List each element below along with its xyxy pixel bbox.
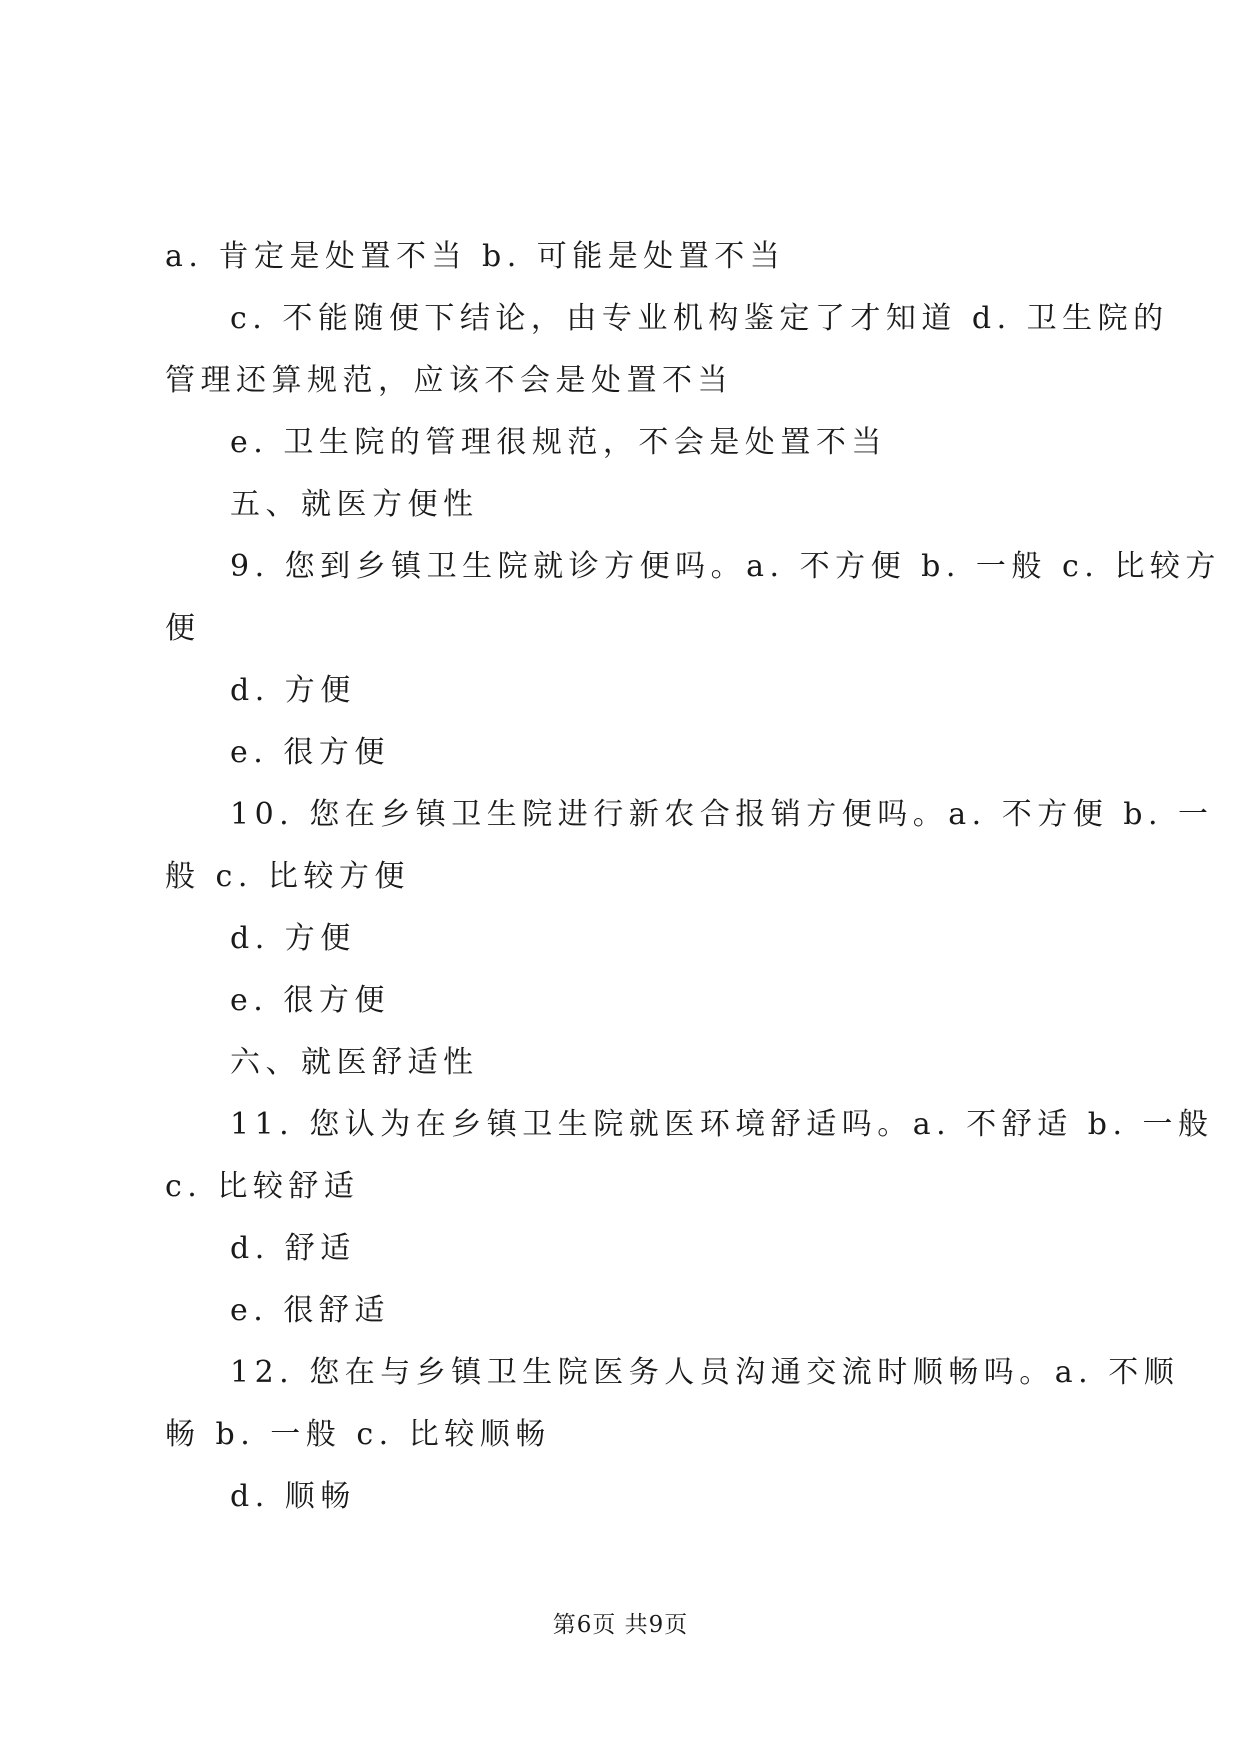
question-9-option-d: d. 方便 — [230, 673, 356, 708]
question-9-continued: 便 — [165, 611, 201, 646]
text-line-answer-options-c-d: c. 不能随便下结论，由专业机构鉴定了才知道 d. 卫生院的 — [230, 301, 1169, 336]
text-line-answer-d-continued: 管理还算规范，应该不会是处置不当 — [165, 363, 733, 398]
question-12-option-d: d. 顺畅 — [230, 1479, 356, 1514]
question-10: 10. 您在乡镇卫生院进行新农合报销方便吗。a. 不方便 b. 一 — [230, 797, 1214, 832]
text-line-answer-options-a-b: a. 肯定是处置不当 b. 可能是处置不当 — [165, 239, 786, 274]
question-11-option-d: d. 舒适 — [230, 1231, 356, 1266]
section-heading-comfort: 六、就医舒适性 — [230, 1045, 479, 1080]
question-11-continued: c. 比较舒适 — [165, 1169, 360, 1204]
section-heading-convenience: 五、就医方便性 — [230, 487, 479, 522]
question-11-option-e: e. 很舒适 — [230, 1293, 390, 1328]
question-10-option-d: d. 方便 — [230, 921, 356, 956]
question-10-option-e: e. 很方便 — [230, 983, 390, 1018]
question-11: 11. 您认为在乡镇卫生院就医环境舒适吗。a. 不舒适 b. 一般 — [230, 1107, 1214, 1142]
question-9: 9. 您到乡镇卫生院就诊方便吗。a. 不方便 b. 一般 c. 比较方 — [230, 549, 1221, 584]
page-number-footer: 第6页 共9页 — [552, 1612, 689, 1638]
text-line-answer-option-e: e. 卫生院的管理很规范，不会是处置不当 — [230, 425, 887, 460]
question-10-continued: 般 c. 比较方便 — [165, 859, 410, 894]
question-12-continued: 畅 b. 一般 c. 比较顺畅 — [165, 1417, 551, 1452]
question-9-option-e: e. 很方便 — [230, 735, 390, 770]
question-12: 12. 您在与乡镇卫生院医务人员沟通交流时顺畅吗。a. 不顺 — [230, 1355, 1180, 1390]
